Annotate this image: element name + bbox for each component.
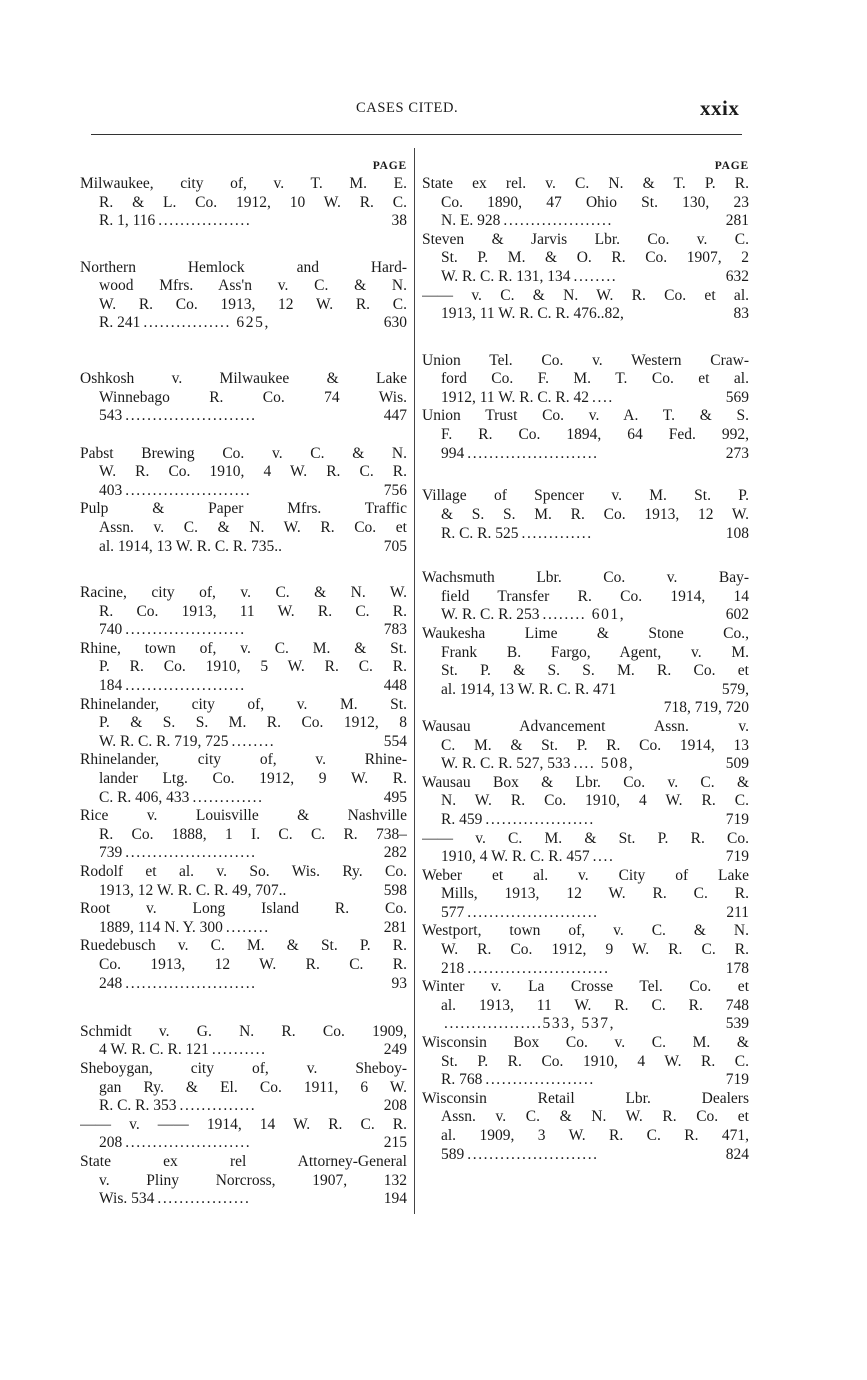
citation-text: 208 [99, 1134, 123, 1152]
case-line-final [80, 733, 407, 752]
leader-dots: ..................533, 537, [444, 1015, 616, 1033]
leader-dots: ........................ [467, 1145, 599, 1163]
case-line-final [422, 755, 749, 774]
case-line-final [80, 1097, 407, 1116]
case-line-final [80, 1190, 407, 1209]
case-entry [80, 445, 407, 501]
case-line: Rodolf et al. v. So. Wis. Ry. Co. [80, 862, 407, 880]
case-line-final [422, 525, 749, 544]
case-line: Weber et al. v. City of Lake [422, 866, 749, 884]
case-line: St. P. M. & O. R. Co. 1907, 2 [441, 249, 749, 267]
case-line: Wausau Box & Lbr. Co. v. C. & [422, 773, 749, 791]
case-line-final [80, 314, 407, 333]
case-line: Rhinelander, city of, v. M. St. [80, 695, 407, 713]
case-line-final [80, 882, 407, 901]
page-reference: 824 [725, 1145, 749, 1163]
case-line: Mills, 1913, 12 W. R. C. R. [441, 885, 749, 903]
case-line-final [80, 621, 407, 640]
case-entry [80, 696, 407, 752]
citation-text: 740 [99, 621, 123, 639]
page-reference: 719 [725, 848, 749, 866]
case-entry [422, 352, 749, 408]
case-line: St. P. & S. S. M. R. Co. et [441, 662, 749, 680]
citation-text: 577 [441, 903, 465, 921]
leader-dots: ................. [158, 212, 252, 230]
case-line: Village of Spencer v. M. St. P. [422, 487, 749, 505]
case-line: Rice v. Louisville & Nashville [80, 807, 407, 825]
case-line: Assn. v. C. & N. W. R. Co. et [441, 1108, 749, 1126]
page-reference: 495 [383, 788, 407, 806]
case-entry [422, 175, 749, 231]
case-line: Union Trust Co. v. A. T. & S. [422, 407, 749, 425]
page-column-label: PAGE [714, 160, 749, 172]
case-line: Ruedebusch v. C. M. & St. P. R. [80, 937, 407, 955]
case-entry [80, 1060, 407, 1116]
citation-text: R. 459 [441, 810, 483, 828]
case-line: gan Ry. & El. Co. 1911, 6 W. [99, 1078, 407, 1096]
leader-dots: ................ 625, [143, 314, 270, 332]
case-line: Rhine, town of, v. C. M. & St. [80, 639, 407, 657]
case-entry [422, 718, 749, 774]
case-entry [80, 751, 407, 807]
case-line: Oshkosh v. Milwaukee & Lake [80, 370, 407, 388]
case-line-final [80, 482, 407, 501]
page-reference: 83 [733, 305, 749, 323]
case-entry [80, 370, 407, 426]
case-line-final [422, 681, 749, 700]
case-entry [80, 1153, 407, 1209]
case-line-final [80, 1041, 407, 1060]
case-entry [80, 1116, 407, 1153]
citation-text: 1889, 114 N. Y. 300 [99, 918, 223, 936]
case-line: Root v. Long Island R. Co. [80, 900, 407, 918]
case-entry [422, 407, 749, 463]
page-reference: 539 [725, 1015, 749, 1033]
case-line-pages: 718, 719, 720 [663, 699, 749, 717]
citation-text: R. 241 [99, 314, 141, 332]
header-rule [91, 134, 742, 135]
citation-text: W. R. C. R. 253 [441, 606, 540, 624]
case-line: ford Co. F. M. T. Co. et al. [441, 370, 749, 388]
case-line-final [422, 811, 749, 830]
case-entry [80, 863, 407, 900]
case-line: Wisconsin Retail Lbr. Dealers [422, 1089, 749, 1107]
page-reference: 630 [383, 314, 407, 332]
case-line: —— v. C. & N. W. R. Co. et al. [422, 286, 749, 304]
case-line: Winter v. La Crosse Tel. Co. et [422, 978, 749, 996]
leader-dots: ................. [157, 1190, 251, 1208]
left-entries [80, 175, 407, 1209]
page-reference: 509 [725, 755, 749, 773]
case-line: C. M. & St. P. R. Co. 1914, 13 [441, 736, 749, 754]
leader-dots: ............. [521, 524, 593, 542]
case-entry [80, 500, 407, 556]
case-line: P. R. Co. 1910, 5 W. R. C. R. [99, 658, 407, 676]
leader-dots: ........ [225, 918, 270, 936]
citation-text: 589 [441, 1145, 465, 1163]
citation-text: 1913, 11 W. R. C. R. 476..82, [441, 305, 624, 323]
case-line: P. & S. S. M. R. Co. 1912, 8 [99, 714, 407, 732]
case-line-final [422, 268, 749, 287]
case-line: Milwaukee, city of, v. T. M. E. [80, 175, 407, 192]
page-reference: 602 [725, 606, 749, 624]
case-line: Northern Hemlock and Hard- [80, 258, 407, 276]
right-entries [422, 175, 749, 1164]
leader-dots: ........................ [125, 974, 257, 992]
page-reference: 249 [383, 1041, 407, 1059]
case-entry [422, 487, 749, 543]
leader-dots: .................... [485, 1071, 595, 1089]
case-line-final [422, 445, 749, 464]
case-line: Schmidt v. G. N. R. Co. 1909, [80, 1022, 407, 1040]
case-entry [422, 231, 749, 287]
case-line-final [80, 407, 407, 426]
page-reference: 215 [383, 1134, 407, 1152]
case-line-final [80, 975, 407, 994]
leader-dots: .................... [485, 810, 595, 828]
case-line: al. 1909, 3 W. R. C. R. 471, [441, 1127, 749, 1144]
case-line: Union Tel. Co. v. Western Craw- [422, 351, 749, 369]
case-line-final [80, 212, 407, 231]
page-reference: 108 [725, 524, 749, 542]
leader-dots: ........................ [125, 407, 257, 425]
page-reference: 447 [383, 407, 407, 425]
case-line: Pabst Brewing Co. v. C. & N. [80, 444, 407, 462]
page-reference: 783 [383, 621, 407, 639]
case-entry [80, 259, 407, 333]
citation-text: C. R. 406, 433 [99, 788, 190, 806]
leader-dots: ........................ [467, 444, 599, 462]
page-reference: 281 [725, 212, 749, 230]
case-entry [422, 569, 749, 625]
case-line: lander Ltg. Co. 1912, 9 W. R. [99, 770, 407, 787]
case-line-final [422, 389, 749, 408]
case-line-final [80, 1134, 407, 1153]
citation-text: W. R. C. R. 527, 533 [441, 755, 571, 773]
case-line: R. & L. Co. 1912, 10 W. R. C. [99, 193, 407, 211]
case-line-final [422, 848, 749, 867]
case-line: Wisconsin Box Co. v. C. M. & [422, 1034, 749, 1052]
case-line: State ex rel Attorney-General [80, 1153, 407, 1171]
case-line: State ex rel. v. C. N. & T. P. R. [422, 175, 749, 192]
case-entry [422, 1034, 749, 1090]
case-entry [80, 175, 407, 231]
page-reference: 208 [383, 1097, 407, 1115]
leader-dots: .................... [503, 212, 613, 230]
case-line-final [80, 538, 407, 557]
case-line: Wausau Advancement Assn. v. [422, 717, 749, 735]
case-line-final [422, 1015, 749, 1034]
case-line: St. P. R. Co. 1910, 4 W. R. C. [441, 1052, 749, 1070]
case-line: Steven & Jarvis Lbr. Co. v. C. [422, 230, 749, 248]
citation-text: al. 1914, 13 W. R. C. R. 735.. [99, 537, 283, 555]
page-reference: 178 [725, 959, 749, 977]
entry-gap [80, 993, 407, 1023]
citation-text: 1913, 12 W. R. C. R. 49, 707.. [99, 881, 287, 899]
page-reference: 756 [383, 481, 407, 499]
case-line: W. R. Co. 1910, 4 W. R. C. R. [99, 463, 407, 481]
leader-dots: .............. [179, 1097, 257, 1115]
case-line-final [80, 677, 407, 696]
case-line-final [422, 960, 749, 979]
page-reference: 554 [383, 732, 407, 750]
leader-dots: ........................ [467, 903, 599, 921]
case-line: —— v. —— 1914, 14 W. R. C. R. [80, 1115, 407, 1133]
case-entry [80, 807, 407, 863]
case-line: Wachsmuth Lbr. Co. v. Bay- [422, 569, 749, 587]
case-line-final [422, 1146, 749, 1165]
citation-text: W. R. C. R. 131, 134 [441, 267, 571, 285]
case-entry [80, 640, 407, 696]
page-reference: 705 [383, 537, 407, 555]
leader-dots: ...................... [125, 621, 246, 639]
entry-gap [80, 556, 407, 584]
case-line: W. R. Co. 1913, 12 W. R. C. [99, 295, 407, 313]
case-line: F. R. Co. 1894, 64 Fed. 992, [441, 426, 749, 444]
case-entry [80, 1023, 407, 1060]
case-entry [80, 937, 407, 993]
leader-dots: ........................ [125, 844, 257, 862]
case-entry [422, 774, 749, 830]
page-reference: 281 [383, 918, 407, 936]
leader-dots: .... [592, 388, 614, 406]
case-entry [422, 830, 749, 867]
case-line: Waukesha Lime & Stone Co., [422, 624, 749, 642]
entry-gap [80, 426, 407, 445]
citation-text: 1912, 11 W. R. C. R. 42 [441, 388, 589, 406]
case-line-final [422, 606, 749, 625]
case-entry [422, 287, 749, 324]
case-line: Rhinelander, city of, v. Rhine- [80, 751, 407, 769]
citation-text: 739 [99, 844, 123, 862]
case-line-final [80, 789, 407, 808]
case-line: Frank B. Fargo, Agent, v. M. [441, 643, 749, 661]
citation-text: R. 768 [441, 1071, 483, 1089]
leader-dots: .... 508, [573, 755, 635, 773]
case-line: R. Co. 1913, 11 W. R. C. R. [99, 602, 407, 620]
case-line-final [422, 212, 749, 231]
entry-gap [80, 231, 407, 259]
citation-text: 248 [99, 974, 123, 992]
case-line: Co. 1913, 12 W. R. C. R. [99, 955, 407, 973]
case-line: N. W. R. Co. 1910, 4 W. R. C. [441, 792, 749, 810]
leader-dots: ........ 601, [542, 606, 626, 624]
case-line: Westport, town of, v. C. & N. [422, 922, 749, 940]
leader-dots: ........ [573, 267, 618, 285]
case-entry [422, 867, 749, 923]
case-line-final [80, 919, 407, 938]
page-column-label: PAGE [372, 160, 407, 172]
right-column [422, 157, 749, 1164]
page-reference: 93 [391, 974, 407, 992]
citation-text: 403 [99, 481, 123, 499]
leader-dots: .......................... [467, 959, 610, 977]
running-header-title: CASES CITED. [356, 100, 459, 116]
page-reference: 282 [383, 844, 407, 862]
entry-gap [422, 324, 749, 352]
case-entry [80, 900, 407, 937]
left-column [80, 157, 407, 1209]
leader-dots: ............. [192, 788, 264, 806]
case-entry [422, 978, 749, 1034]
case-entry [80, 584, 407, 640]
leader-dots: ........ [231, 732, 276, 750]
case-line-final [422, 1071, 749, 1090]
citation-text: 994 [441, 444, 465, 462]
case-line: field Transfer R. Co. 1914, 14 [441, 587, 749, 605]
page-reference: 632 [725, 267, 749, 285]
page-reference: 719 [725, 810, 749, 828]
leader-dots: .... [592, 848, 615, 866]
page-reference: 569 [725, 388, 749, 406]
case-line: & S. S. M. R. Co. 1913, 12 W. [441, 505, 749, 523]
case-line: Assn. v. C. & N. W. R. Co. et [99, 518, 407, 536]
citation-text: 1910, 4 W. R. C. R. 457 [441, 848, 590, 866]
case-entry [422, 1090, 749, 1164]
page-reference: 211 [726, 903, 749, 921]
leader-dots: ....................... [125, 1134, 252, 1152]
case-line: al. 1913, 11 W. R. C. R. 748 [441, 996, 749, 1014]
citation-text: 218 [441, 959, 465, 977]
citation-text: 4 W. R. C. R. 121 [99, 1041, 209, 1059]
case-line: Sheboygan, city of, v. Sheboy- [80, 1060, 407, 1078]
citation-text: Wis. 534 [99, 1190, 155, 1208]
citation-text: R. C. R. 353 [99, 1097, 177, 1115]
case-line: W. R. Co. 1912, 9 W. R. C. R. [441, 941, 749, 959]
case-line: Racine, city of, v. C. & N. W. [80, 584, 407, 602]
case-line: —— v. C. M. & St. P. R. Co. [422, 829, 749, 847]
page-reference: 719 [725, 1071, 749, 1089]
citation-text: N. E. 928 [441, 212, 501, 230]
case-line: Co. 1890, 47 Ohio St. 130, 23 [441, 193, 749, 211]
citation-text: R. C. R. 525 [441, 524, 519, 542]
case-line: Pulp & Paper Mfrs. Traffic [80, 500, 407, 518]
page-reference: 448 [383, 677, 407, 695]
entry-gap [422, 463, 749, 487]
case-line-final [422, 904, 749, 923]
citation-text: al. 1914, 13 W. R. C. R. 471 [441, 680, 617, 698]
case-line: Winnebago R. Co. 74 Wis. [99, 388, 407, 406]
case-entry [422, 922, 749, 978]
leader-dots: ....................... [125, 481, 252, 499]
leader-dots: ...................... [125, 677, 246, 695]
entry-gap [422, 543, 749, 569]
citation-text: 184 [99, 677, 123, 695]
citation-text: W. R. C. R. 719, 725 [99, 732, 229, 750]
case-line-final [80, 844, 407, 863]
case-line-final [422, 305, 749, 324]
column-divider [414, 148, 415, 1214]
page-reference: 273 [725, 444, 749, 462]
page-reference: 598 [383, 881, 407, 899]
page-reference: 38 [391, 212, 407, 230]
case-entry [422, 625, 749, 718]
entry-gap [80, 333, 407, 370]
case-line: v. Pliny Norcross, 1907, 132 [99, 1171, 407, 1189]
page-reference: 194 [383, 1190, 407, 1208]
page-number: xxix [700, 96, 740, 120]
case-line: wood Mfrs. Ass'n v. C. & N. [99, 277, 407, 295]
page-reference: 579, [721, 680, 749, 698]
case-line: R. Co. 1888, 1 I. C. C. R. 738– [99, 825, 407, 843]
citation-text: R. 1, 116 [99, 212, 156, 230]
leader-dots: .......... [211, 1041, 267, 1059]
citation-text: 543 [99, 407, 123, 425]
